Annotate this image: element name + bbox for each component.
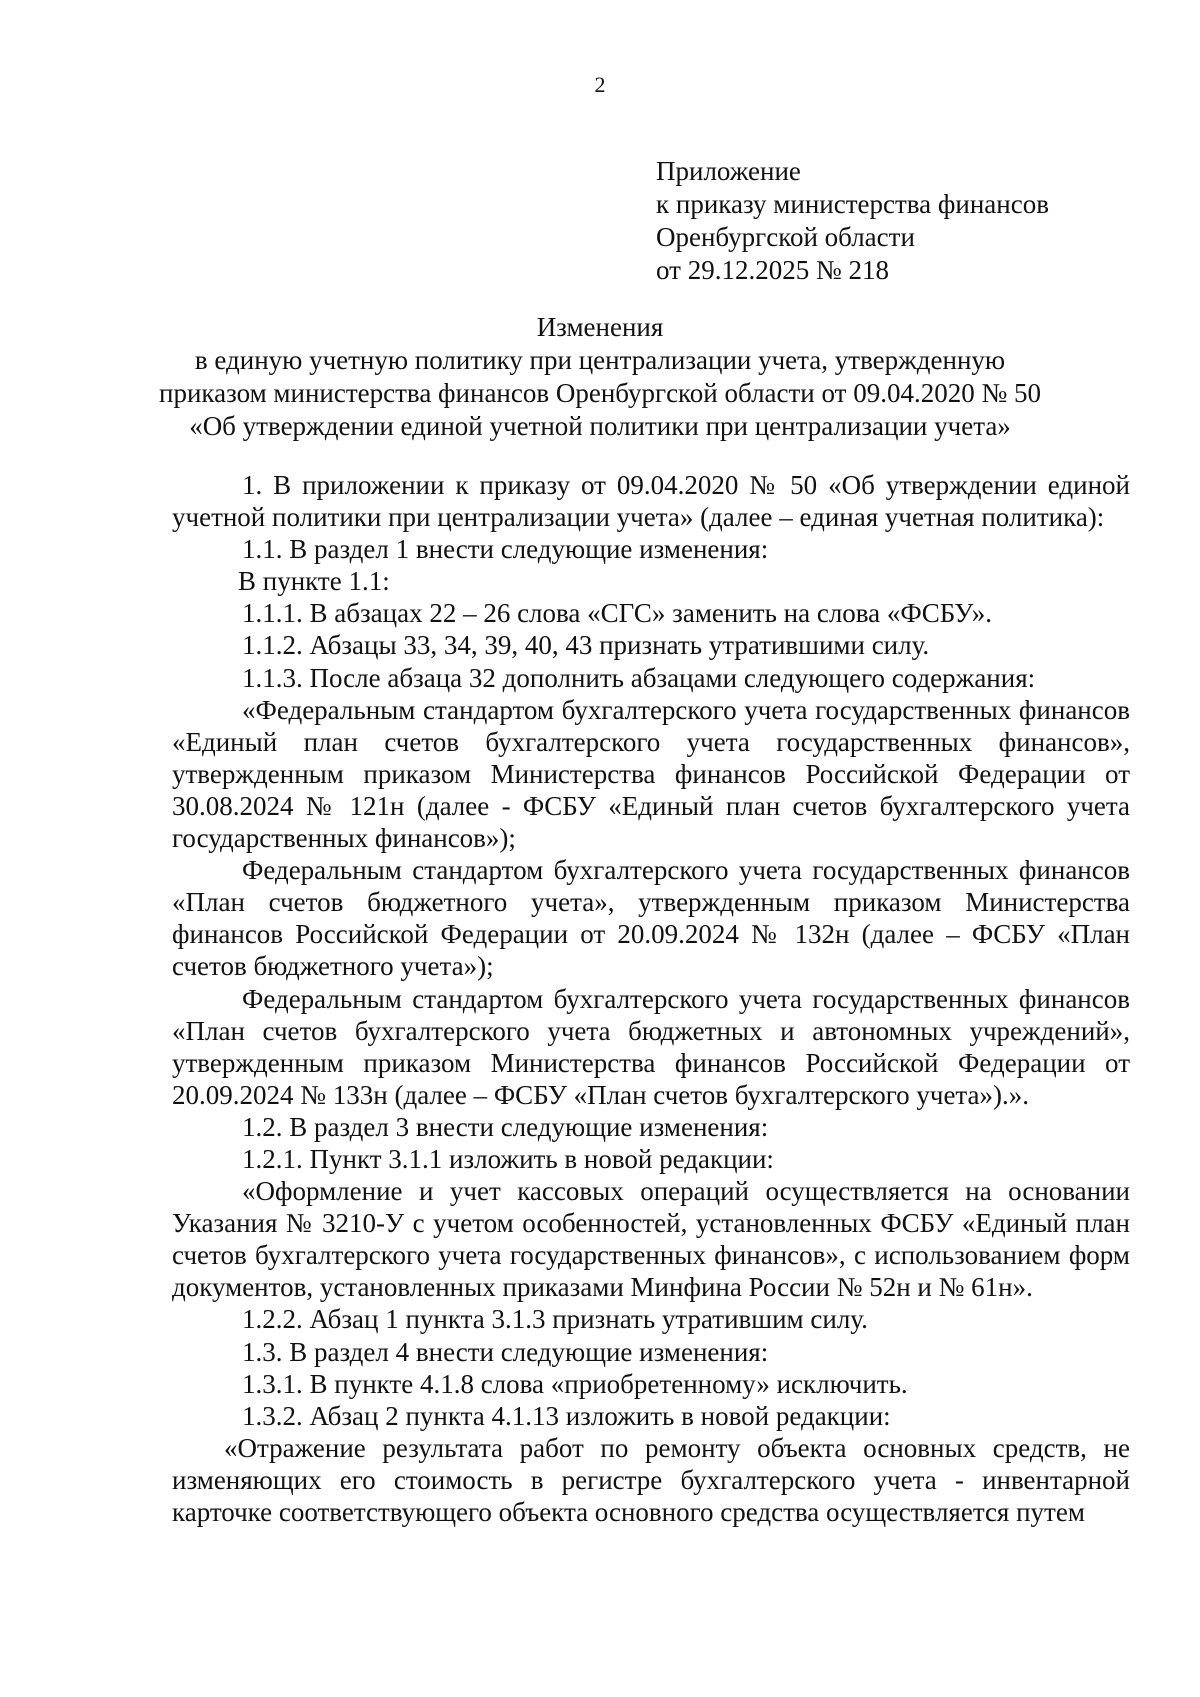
paragraph: В пункте 1.1: [238,566,390,597]
paragraph: 1.2. В раздел 3 внести следующие изменения: [242,1111,769,1142]
appendix-line: от 29.12.2025 № 218 [656,255,889,285]
paragraph: 1.1.2. Абзацы 33, 34, 39, 40, 43 признать утратившими силу. [242,630,930,661]
title-line: в единую учетную политику при централизации учета, утвержденную [194,345,1006,375]
paragraph: 1.3.1. В пункте 4.1.8 слова «приобретенному» исключить. [242,1368,908,1399]
appendix-block [656,155,1049,287]
paragraph: «Отражение результата работ по ремонту объекта основных средств, не изменяющих его стоимость в регистре бухгалтерского учета - инвентарной карточке соответствующего объекта основного средства осуществляется путем [172,1432,1130,1527]
appendix-line: Оренбургской области [656,222,915,252]
paragraph: «Оформление и учет кассовых операций осуществляется на основании Указания № 3210-У с учетом особенностей, установленных ФСБУ «Единый план счетов бухгалтерского учета государственных финансов», с использованием форм документов, установленных приказами Минфина России № 52н и № 61н». [172,1176,1130,1303]
paragraph: 1.3. В раздел 4 внести следующие изменения: [242,1336,769,1367]
paragraph: 1. В приложении к приказу от 09.04.2020 № 50 «Об утверждении единой учетной политики при централизации учета» (далее – единая учетная политика): [172,470,1130,533]
paragraph: 1.1.3. После абзаца 32 дополнить абзацами следующего содержания: [242,662,1036,693]
document-title [150,311,1050,443]
paragraph: Федеральным стандартом бухгалтерского учета государственных финансов «План счетов бухгалтерского учета бюджетных и автономных учреждений», утвержденным приказом Министерства финансов Российской Федерации от 20.09.2024 № 133н (далее – ФСБУ «План счетов бухгалтерского учета»).». [172,983,1130,1110]
paragraph: «Федеральным стандартом бухгалтерского учета государственных финансов «Единый план счетов бухгалтерского учета государственных финансов», утвержденным приказом Министерства финансов Российской Федерации от 30.08.2024 № 121н (далее - ФСБУ «Единый план счетов бухгалтерского учета государственных финансов»); [172,694,1130,854]
page-number: 2 [594,72,606,97]
paragraph: 1.1. В раздел 1 внести следующие изменения: [242,534,769,565]
paragraph: 1.1.1. В абзацах 22 – 26 слова «СГС» заменить на слова «ФСБУ». [242,598,992,629]
paragraph: Федеральным стандартом бухгалтерского учета государственных финансов «План счетов бюджетного учета», утвержденным приказом Министерства финансов Российской Федерации от 20.09.2024 № 132н (далее – ФСБУ «План счетов бюджетного учета»); [172,855,1130,982]
title-line: Изменения [536,312,664,342]
paragraph: 1.2.2. Абзац 1 пункта 3.1.3 признать утратившим силу. [242,1304,868,1335]
title-line: «Об утверждении единой учетной политики при централизации учета» [189,411,1011,441]
appendix-line: к приказу министерства финансов [656,189,1049,219]
appendix-line: Приложение [656,156,801,186]
paragraph: 1.3.2. Абзац 2 пункта 4.1.13 изложить в новой редакции: [242,1400,891,1431]
paragraph: 1.2.1. Пункт 3.1.1 изложить в новой редакции: [242,1143,774,1174]
document-body [172,469,1130,1528]
title-line: приказом министерства финансов Оренбургской области от 09.04.2020 № 50 [159,378,1041,408]
